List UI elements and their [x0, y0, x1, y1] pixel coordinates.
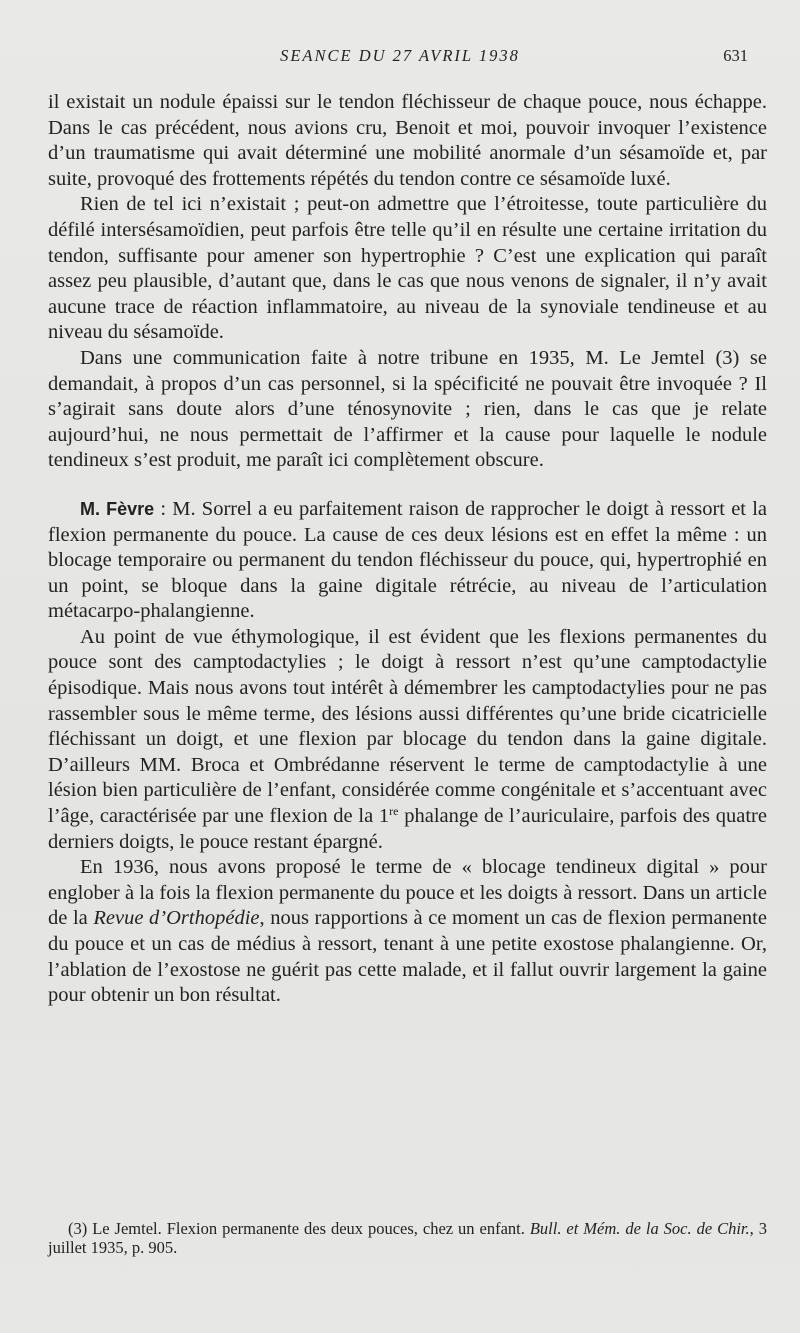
footnote-part: (3) Le Jemtel. Flexion permanente des deux pouces, chez un enfant.: [68, 1219, 530, 1238]
page-header: [48, 46, 752, 74]
footnote-part: , 3 juillet 1935, p. 905.: [48, 1219, 767, 1257]
body-text: [48, 90, 767, 1009]
footnote: [48, 1219, 767, 1257]
paragraph-text: Au point de vue éthymologique, il est évident que les flexions permanentes du pouce sont des camptodactylies ; le doigt à ressort n’est qu’une camptodactylie épisodique. Mais nous avons tout intérêt à démembrer les camptodactylies pour ne pas rassembler sous le même terme, des lésions aussi différentes qu’une bride cicatricielle fléchissant un doigt, et une flexion par blocage du tendon dans la gaine digitale. D’ailleurs MM. Broca et Ombrédanne réservent le terme de camptodactylie à une lésion bien particulière de l’enfant, considérée comme congénitale et s’accentuant avec l’âge, caractérisée par une flexion de la 1: [48, 625, 767, 828]
footnote-text: [48, 1219, 767, 1257]
running-head: SEANCE DU 27 AVRIL 1938: [280, 46, 520, 65]
paragraph-continuation: il existait un nodule épaissi sur le tendon fléchisseur de chaque pouce, nous échappe. Dans le cas précédent, nous avions cru, Benoit et moi, pouvoir invoquer l’existence d’un traumatisme qui avait déterminé une mobilité anormale d’un sésamoïde et, par suite, provoqué des frottements répétés du tendon contre ce sésamoïde luxé.: [48, 91, 767, 190]
paragraph-text: , nous rapportions à ce moment un cas de flexion permanente du pouce et un cas de médius à ressort, tenant à une petite exostose phalangienne. Or, l’ablation de l’exostose ne guérit pas cette malade, et il fallut ouvrir largement la gaine pour obtenir un bon résultat.: [48, 907, 767, 1007]
speaker-name: M. Fèvre: [80, 498, 155, 519]
paragraph-text: phalange de l’auriculaire, parfois des quatre derniers doigts, le pouce restant épargné.: [48, 805, 767, 853]
page-number: 631: [723, 46, 748, 65]
paragraph-text: : M. Sorrel a eu parfaitement raison de rapprocher le doigt à ressort et la flexion permanente du pouce. La cause de ces deux lésions est en effet la même : un blocage temporaire ou permanent du tendon fléchisseur du pouce, qui, hypertrophié en un point, se bloque dans la gaine digitale rétrécie, au niveau de l’articulation métacarpo-phalangienne.: [48, 497, 767, 623]
journal-title: Revue d’Orthopédie: [93, 907, 260, 930]
superscript: re: [389, 804, 399, 819]
paragraph-text: En 1936, nous avons proposé le terme de « blocage tendineux digital » pour englober à la fois la flexion permanente du pouce et les doigts à ressort. Dans un article de la: [48, 856, 767, 930]
paragraph-fevre-remark: [48, 497, 767, 625]
paragraph-specificity: Dans une communication faite à notre tribune en 1935, M. Le Jemtel (3) se demandait, à propos d’un cas personnel, si la spécificité ne pouvait être invoquée ? Il s’agirait sans doute alors d’une ténosynovite ; rien, dans le cas que je relate aujourd’hui, ne nous permettait de l’affirmer et la cause pour laquelle le nodule tendineux s’est produit, me paraît ici complètement obscure.: [48, 346, 767, 472]
paragraph-blocage: [48, 855, 767, 1009]
paragraph-etymology: [48, 625, 767, 855]
journal-title: Bull. et Mém. de la Soc. de Chir.: [529, 1219, 750, 1238]
paragraph-sesamoid: Rien de tel ici n’existait ; peut-on admettre que l’étroitesse, toute particulière du défilé intersésamoïdien, peut parfois être telle qu’il en résulte une certaine irritation du tendon, suffisante pour amener son hypertrophie ? C’est une explication qui paraît assez peu plausible, d’autant que, dans le cas que nous venons de signaler, il n’y avait aucune trace de réaction inflammatoire, au niveau de la synoviale tendineuse et au niveau du sésamoïde.: [48, 193, 767, 344]
